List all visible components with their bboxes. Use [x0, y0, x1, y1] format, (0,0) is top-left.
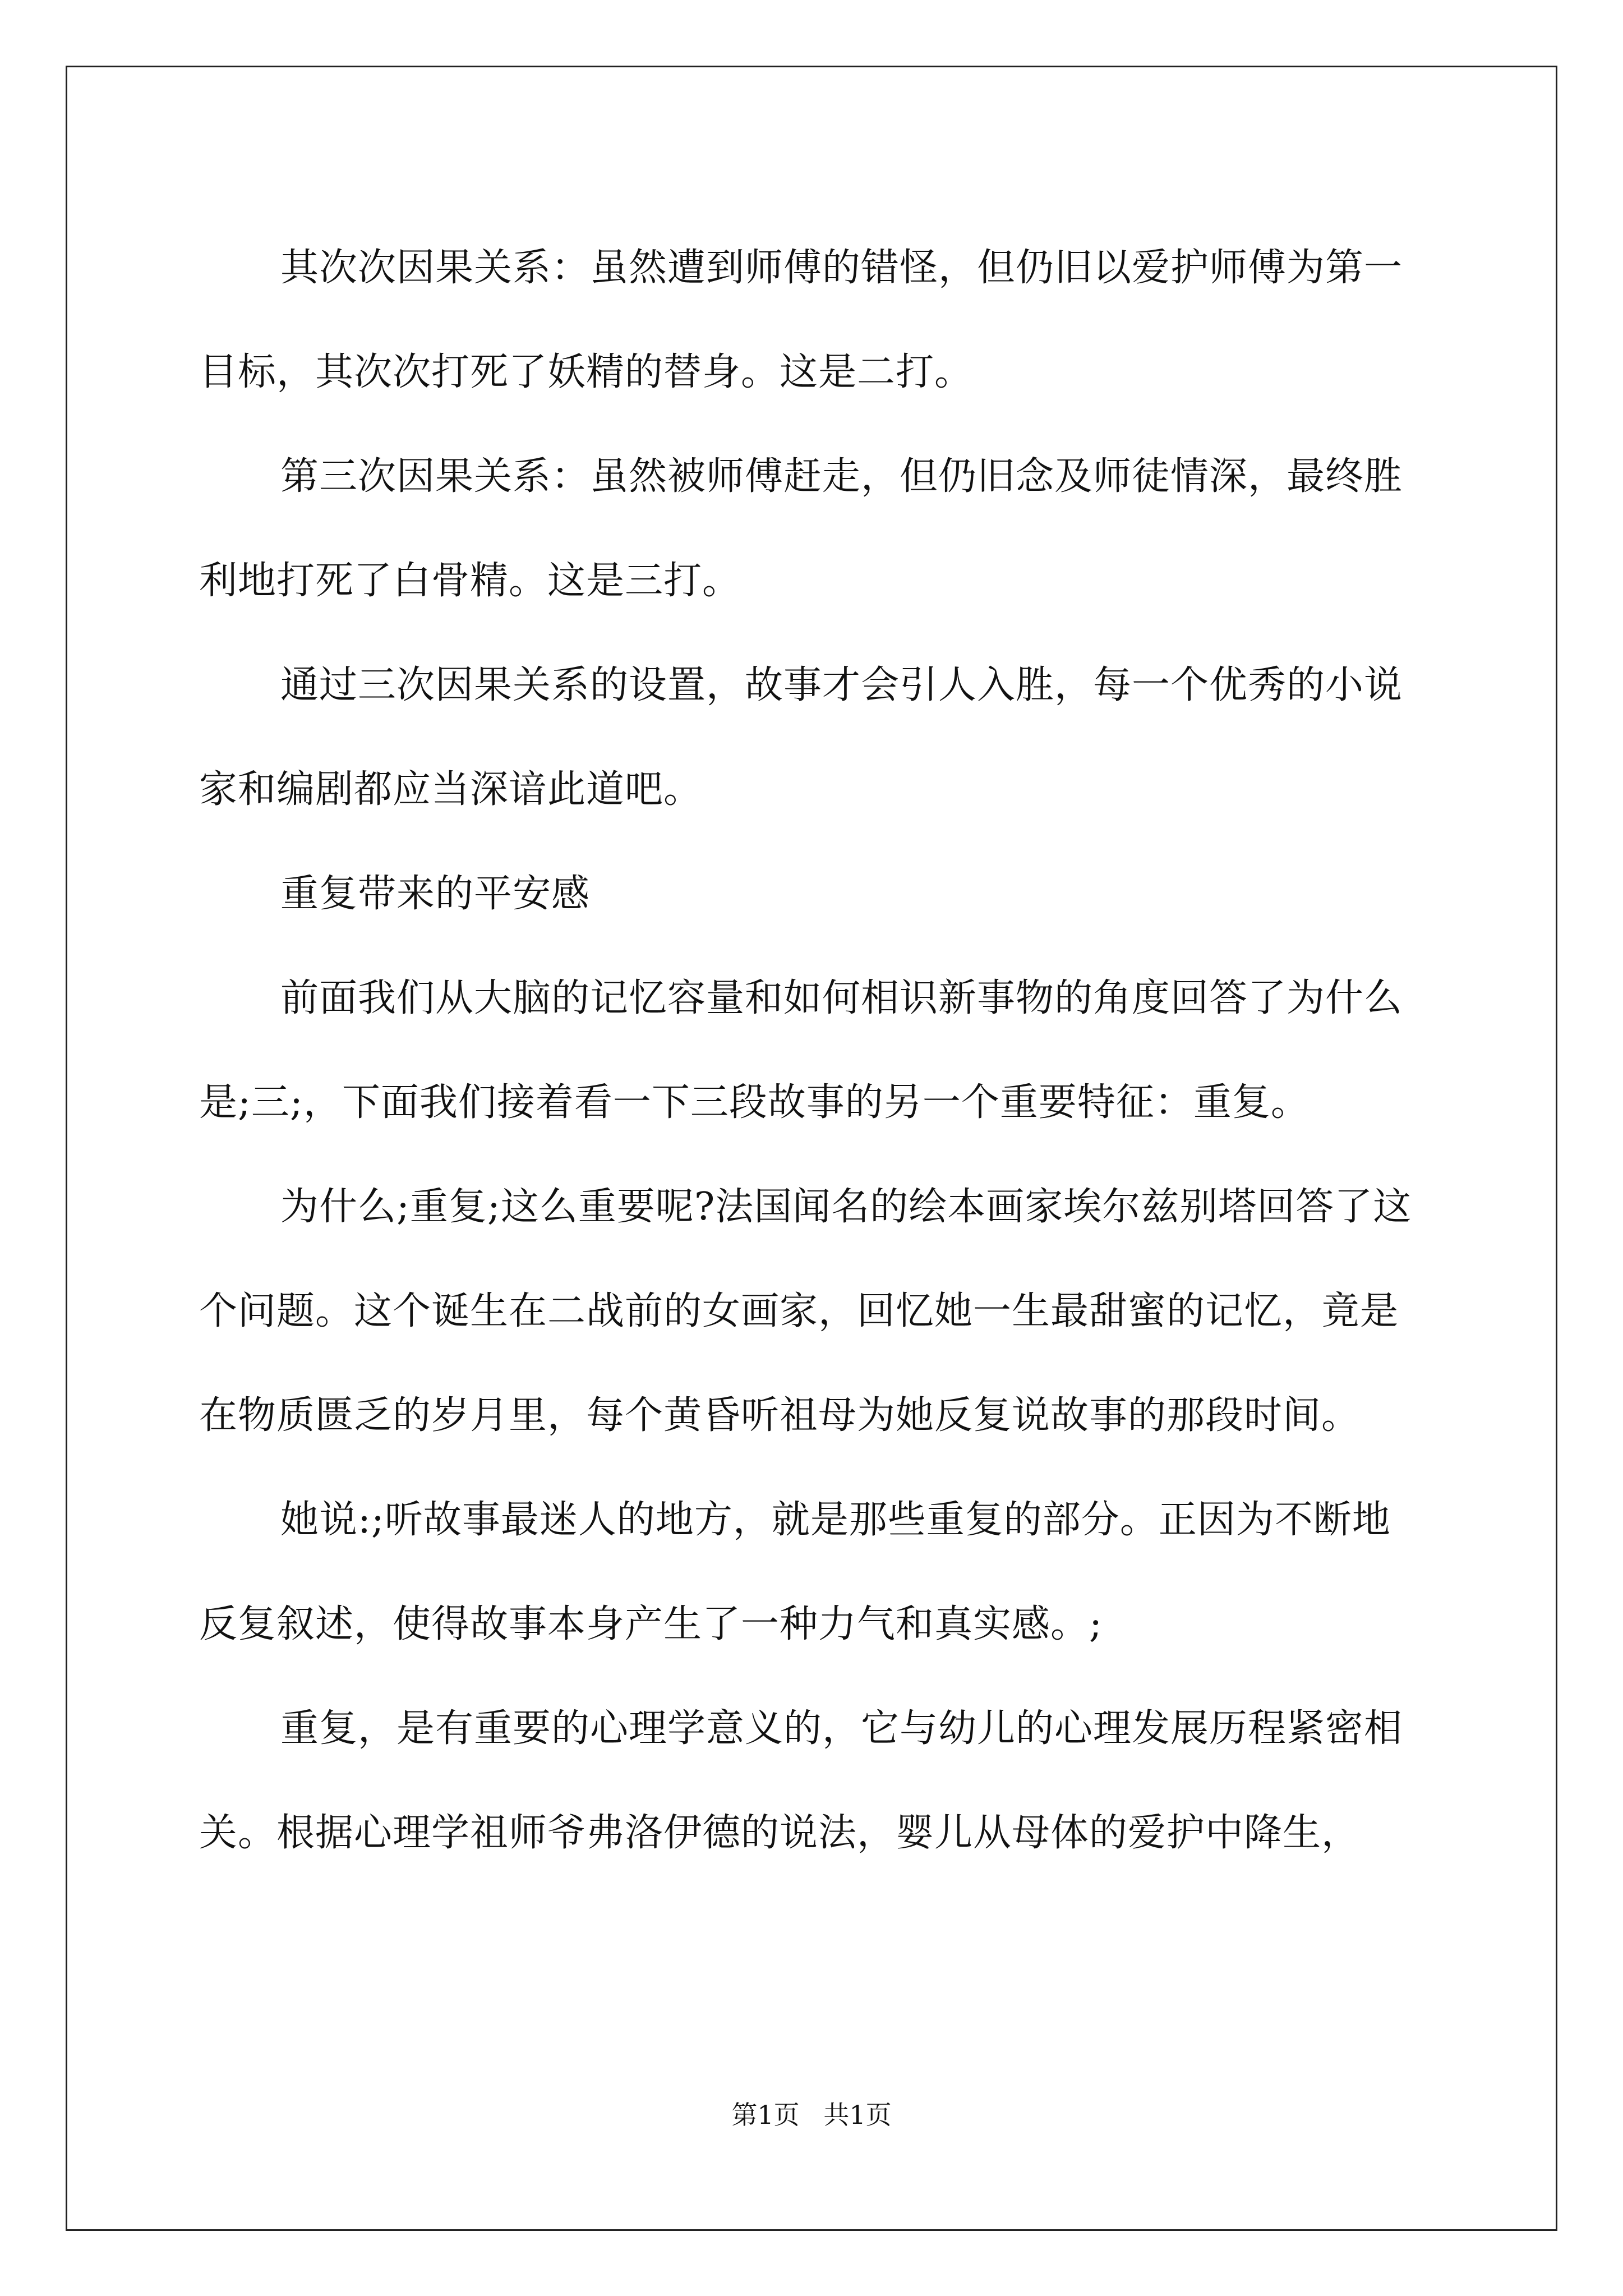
paragraph: 前面我们从大脑的记忆容量和如何相识新事物的角度回答了为什么是;三;，下面我们接着看一下三段故事的另一个重要特征：重复。 — [199, 976, 1403, 1125]
page-number: 第1页 — [731, 2100, 800, 2130]
section-heading: 重复带来的平安感 — [280, 872, 591, 916]
paragraph: 为什么;重复;这么重要呢?法国闻名的绘本画家埃尔兹别塔回答了这个问题。这个诞生在二战前的女画家，回忆她一生最甜蜜的记忆，竟是在物质匮乏的岁月里，每个黄昏听祖母为她反复说故事的那段时间。 — [199, 1185, 1412, 1438]
paragraph: 她说:;听故事最迷人的地方，就是那些重复的部分。正因为不断地反复叙述，使得故事本身产生了一种力气和真实感。; — [199, 1498, 1391, 1646]
document-body — [199, 216, 1424, 1885]
paragraph: 第三次因果关系：虽然被师傅赶走，但仍旧念及师徒情深，最终胜利地打死了白骨精。这是三打。 — [199, 454, 1403, 603]
paragraph: 重复，是有重要的心理学意义的，它与幼儿的心理发展历程紧密相关。根据心理学祖师爷弗洛伊德的说法，婴儿从母体的爱护中降生， — [199, 1706, 1403, 1855]
paragraph: 其次次因果关系：虽然遭到师傅的错怪，但仍旧以爱护师傅为第一目标，其次次打死了妖精的替身。这是二打。 — [199, 246, 1403, 394]
page-total: 共1页 — [823, 2100, 892, 2130]
page-footer — [0, 2098, 1623, 2132]
paragraph: 通过三次因果关系的设置，故事才会引人入胜，每一个优秀的小说家和编剧都应当深谙此道吧。 — [199, 663, 1403, 812]
